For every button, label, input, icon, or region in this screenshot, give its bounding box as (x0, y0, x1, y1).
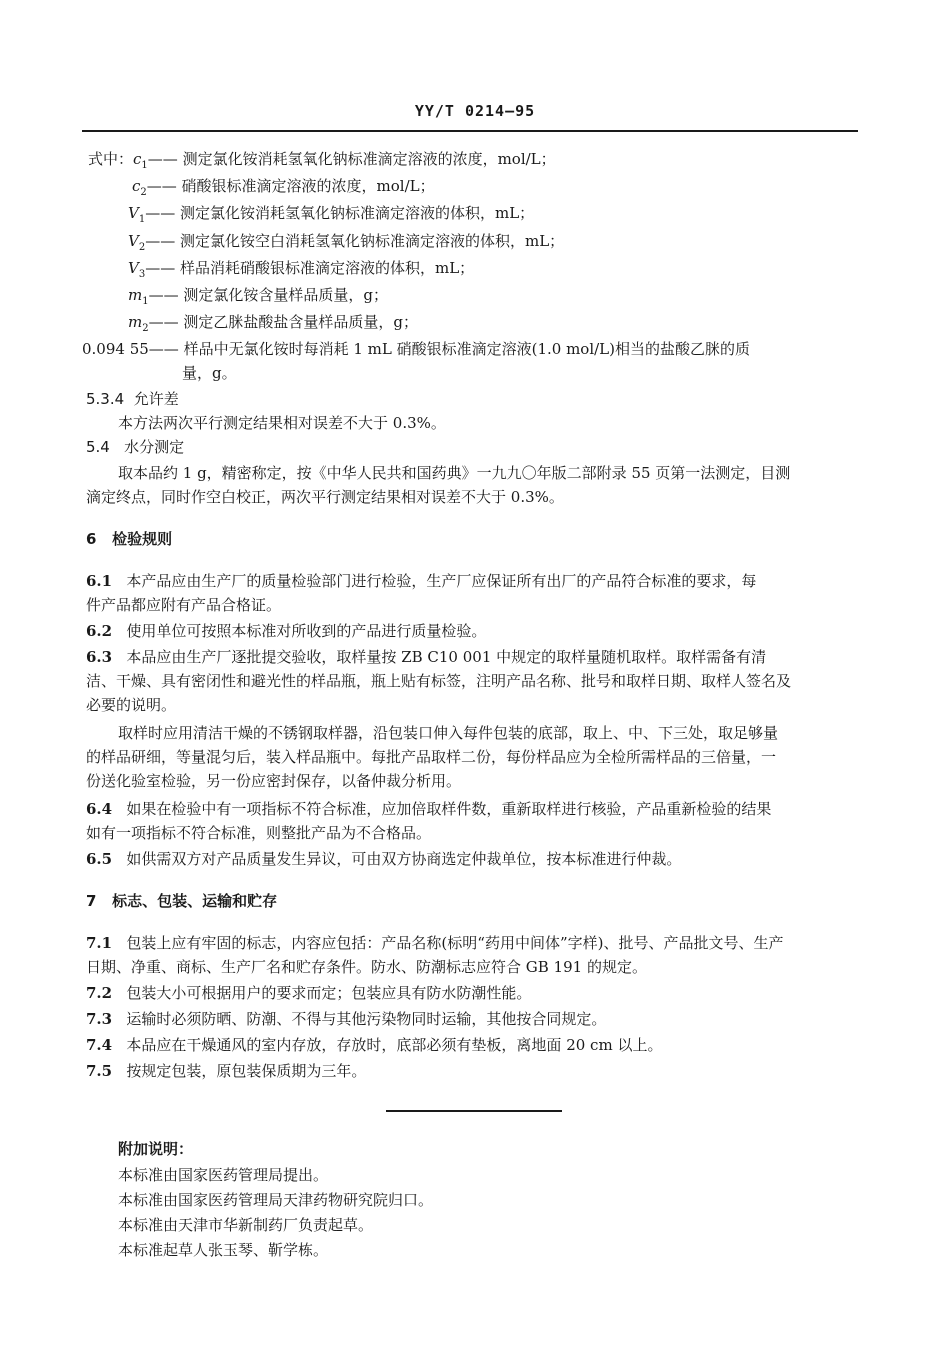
section-number: 5.4 (86, 438, 110, 456)
paragraph-line: 日期、净重、商标、生产厂名和贮存条件。防水、防潮标志应符合 GB 191 的规定。 (86, 958, 647, 976)
factor-definition (82, 342, 862, 357)
def-text: —— 测定氯化铵消耗氢氧化钠标准滴定溶液的浓度，mol/L； (147, 150, 556, 168)
section-title: 水分测定 (124, 438, 185, 456)
def-subscript: 1 (142, 296, 149, 307)
appendix-line: 本标准由天津市华新制药厂负责起草。 (118, 1216, 374, 1234)
def-symbol: V (128, 204, 139, 222)
clause-text: 如果在检验中有一项指标不符合标准，应加倍取样件数，重新取样进行核验，产品重新检验的结果 (126, 800, 772, 818)
appendix-line: 本标准起草人张玉琴、靳学栋。 (118, 1241, 329, 1259)
def-subscript: 2 (140, 187, 147, 198)
paragraph-line: 取样时应用清洁干燥的不锈钢取样器，沿包装口伸入每件包装的底部，取上、中、下三处，取足够量 (118, 724, 779, 742)
def-symbol: V (128, 259, 139, 277)
section-title: 允许差 (133, 390, 179, 408)
section-heading-5-3-4 (86, 392, 179, 407)
clause-text: 按规定包装，原包装保质期为三年。 (126, 1062, 367, 1080)
definition-line (132, 179, 435, 198)
clause-number: 6.5 (86, 850, 113, 868)
def-subscript: 2 (138, 242, 146, 253)
def-subscript: 1 (141, 160, 148, 171)
paragraph-line: 取本品约 1 g，精密称定，按《中华人民共和国药典》一九九〇年版二部附录 55 页第一法测定，目测 (118, 464, 791, 482)
def-symbol: m (128, 313, 143, 331)
def-text: —— 样品消耗硝酸银标准滴定溶液的体积，mL； (145, 259, 475, 277)
standard-code-header: YY/T 0214—95 (414, 102, 536, 120)
clause-7-4 (86, 1038, 662, 1053)
def-symbol: V (128, 232, 139, 250)
def-text: —— 测定氯化铵空白消耗氢氧化钠标准滴定溶液的体积，mL； (145, 232, 565, 250)
end-rule (386, 1110, 562, 1112)
def-text: —— 测定氯化铵消耗氢氧化钠标准滴定溶液的体积，mL； (145, 204, 535, 222)
clause-text: 本产品应由生产厂的质量检验部门进行检验，生产厂应保证所有出厂的产品符合标准的要求，每 (126, 572, 757, 590)
definitions-intro (88, 152, 556, 171)
chapter-title: 检验规则 (112, 530, 173, 548)
section-number: 5.3.4 (86, 390, 125, 408)
clause-number: 6.4 (86, 800, 113, 818)
clause-7-2 (86, 986, 531, 1001)
chapter-title: 标志、包装、运输和贮存 (112, 892, 278, 910)
clause-text: 包装大小可根据用户的要求而定；包装应具有防水防潮性能。 (126, 984, 532, 1002)
factor-label: 0.094 55 (82, 340, 149, 358)
clause-number: 6.2 (86, 622, 113, 640)
def-symbol: m (128, 286, 143, 304)
clause-6-4 (86, 802, 771, 817)
definition-line (128, 261, 474, 280)
paragraph-line: 必要的说明。 (86, 696, 177, 714)
clause-text: 使用单位可按照本标准对所收到的产品进行质量检验。 (126, 622, 487, 640)
chapter-heading-7 (86, 894, 277, 909)
paragraph-line: 本方法两次平行测定结果相对误差不大于 0.3%。 (118, 414, 446, 432)
paragraph-line: 洁、干燥、具有密闭性和避光性的样品瓶，瓶上贴有标签，注明产品名称、批号和取样日期、取样人签名及 (86, 672, 792, 690)
clause-text: 包装上应有牢固的标志，内容应包括：产品名称(标明“药用中间体”字样)、批号、产品批文号、生产 (126, 934, 784, 952)
clause-number: 7.5 (86, 1062, 113, 1080)
def-text: —— 测定乙脒盐酸盐含量样品质量，g； (148, 313, 418, 331)
definition-line (128, 206, 534, 225)
chapter-heading-6 (86, 532, 172, 547)
clause-text: 本品应在干燥通风的室内存放，存放时，底部必须有垫板，离地面 20 cm 以上。 (126, 1036, 663, 1054)
paragraph-line: 件产品都应附有产品合格证。 (86, 596, 282, 614)
clause-number: 7.2 (86, 984, 113, 1002)
def-subscript: 1 (138, 214, 146, 225)
def-subscript: 2 (142, 323, 149, 334)
clause-number: 7.4 (86, 1036, 113, 1054)
clause-6-1 (86, 574, 756, 589)
clause-7-3 (86, 1012, 606, 1027)
clause-number: 6.1 (86, 572, 113, 590)
clause-number: 7.1 (86, 934, 113, 952)
def-text: —— 测定氯化铵含量样品质量，g； (148, 286, 388, 304)
clause-6-3 (86, 650, 766, 665)
paragraph-line: 如有一项指标不符合标准，则整批产品为不合格品。 (86, 824, 432, 842)
chapter-number: 7 (86, 892, 97, 910)
appendix-line: 本标准由国家医药管理局天津药物研究院归口。 (118, 1191, 434, 1209)
appendix-line: 本标准由国家医药管理局提出。 (118, 1166, 329, 1184)
clause-7-1 (86, 936, 783, 951)
paragraph-line: 滴定终点，同时作空白校正，两次平行测定结果相对误差不大于 0.3%。 (86, 488, 564, 506)
clause-text: 运输时必须防晒、防潮、不得与其他污染物同时运输，其他按合同规定。 (126, 1010, 607, 1028)
section-heading-5-4 (86, 440, 184, 455)
def-symbol: c (133, 150, 142, 168)
chapter-number: 6 (86, 530, 97, 548)
paragraph-line: 份送化验室检验，另一份应密封保存，以备仲裁分析用。 (86, 772, 462, 790)
def-subscript: 3 (138, 269, 146, 280)
clause-6-2 (86, 624, 486, 639)
appendix-title: 附加说明： (118, 1140, 194, 1158)
clause-number: 6.3 (86, 648, 113, 666)
factor-text: —— 样品中无氯化铵时每消耗 1 mL 硝酸银标准滴定溶液(1.0 mol/L)相当的盐酸乙脒的质 (148, 340, 750, 358)
clause-text: 本品应由生产厂逐批提交验收，取样量按 ZB C10 001 中规定的取样量随机取样。取样需备有清 (126, 648, 767, 666)
clause-7-5 (86, 1064, 366, 1079)
definition-line (128, 234, 564, 253)
clause-text: 如供需双方对产品质量发生异议，可由双方协商选定仲裁单位，按本标准进行仲裁。 (126, 850, 682, 868)
def-text: —— 硝酸银标准滴定溶液的浓度，mol/L； (146, 177, 435, 195)
clause-6-5 (86, 852, 681, 867)
clause-number: 7.3 (86, 1010, 113, 1028)
def-symbol: c (132, 177, 141, 195)
paragraph-line: 的样品研细，等量混匀后，装入样品瓶中。每批产品取样二份，每份样品应为全检所需样品的三倍量，一 (86, 748, 777, 766)
definition-line (128, 288, 388, 307)
header-rule (82, 130, 858, 132)
definition-line (128, 315, 418, 334)
intro-label: 式中： (88, 150, 134, 168)
factor-continuation: 量，g。 (182, 364, 237, 382)
